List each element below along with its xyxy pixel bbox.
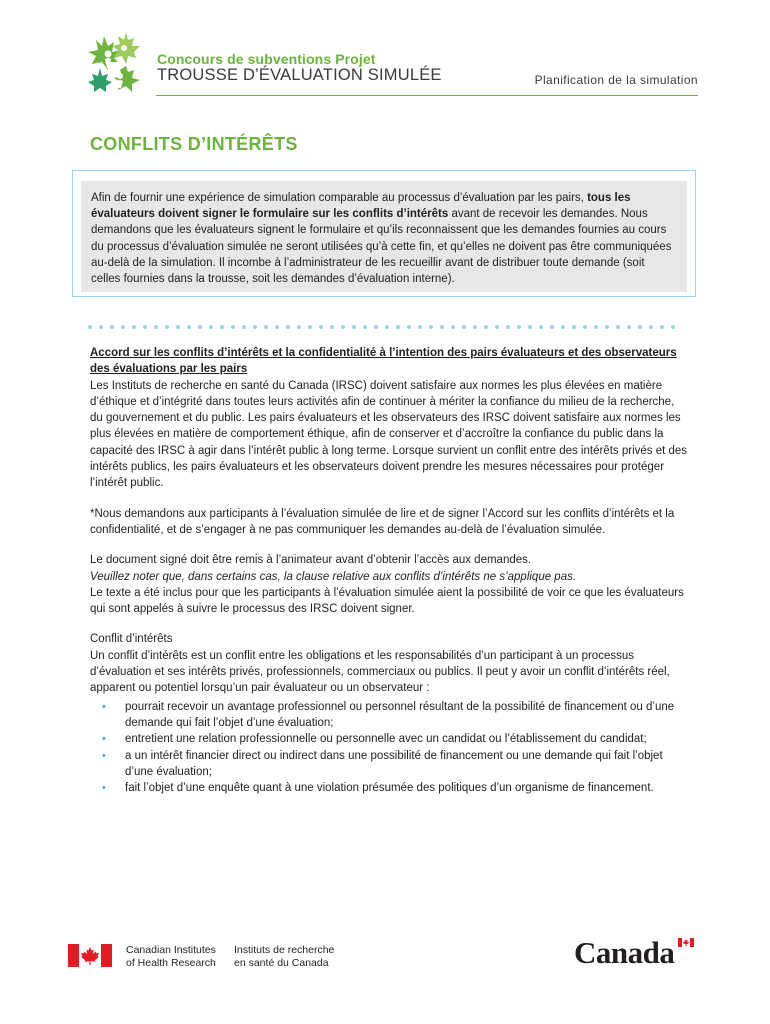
cihr-name-english-line1: Canadian Institutes xyxy=(126,944,216,956)
inclusion-note: Le texte a été inclus pour que les participants à l’évaluation simulée aient la possibilité de voir ce que les évaluateurs qui sont appelés à suivre le processus des IRSC doivent signer. xyxy=(90,586,684,616)
list-item xyxy=(90,748,690,781)
bullet-icon: • xyxy=(102,733,106,746)
signature-request: *Nous demandons aux participants à l’évaluation simulée de lire et de signer l’Accord sur les conflits d’intérêts et la confidentialité, et de s’engager à ne pas communiquer les demandes au-delà de l’évaluation simulée. xyxy=(90,507,675,536)
list-item-text: a un intérêt financier direct ou indirect dans une possibilité de financement ou une demande qui fait l’objet d’une évaluation; xyxy=(125,749,663,778)
header-divider xyxy=(156,95,698,96)
list-item-text: entretient une relation professionnelle ou personnelle avec un candidat ou l’établissement du candidat; xyxy=(125,733,647,746)
cihr-name-french-line1: Instituts de recherche xyxy=(234,944,335,956)
cihr-name-english-line2: of Health Research xyxy=(126,957,216,969)
simulation-kit-logo-icon xyxy=(78,30,150,94)
page-title: CONFLITS D’INTÉRÊTS xyxy=(90,134,298,154)
intro-callout-box xyxy=(72,170,696,297)
accord-body: Les Instituts de recherche en santé du Canada (IRSC) doivent satisfaire aux normes les plus élevées en matière d’éthique et d’intégrité dans toutes leurs activités afin de continuer à mériter la confiance du milieu de la recherche, du gouvernement et du public. Les pairs évaluateurs et les observateurs des IRSC doivent satisfaire aux normes les plus élevées en matière de comportement éthique, afin de conserver et d’accroître la confiance du public dans la capacité des IRSC à agir dans l’intérêt public à long terme. Lorsque survient un conflit entre des intérêts privés et des intérêts publics, les pairs évaluateurs et les observateurs doivent prendre les mesures nécessaires pour protéger l’intérêt public. xyxy=(90,379,688,490)
accord-heading: Accord sur les conflits d’intérêts et la confidentialité à l’intention des pairs évaluateurs et des observateurs des évaluations par les pairs xyxy=(90,347,677,376)
canada-flag-icon xyxy=(68,944,112,967)
section-label: Planification de la simulation xyxy=(534,73,698,87)
conflict-heading: Conflit d’intérêts xyxy=(90,633,173,646)
list-item xyxy=(90,780,690,796)
canada-wordmark xyxy=(574,935,674,971)
conflict-definition: Un conflit d’intérêts est un conflit entre les obligations et les responsabilités d’un participant à un processus d’évaluation et ses intérêts privés, professionnels, commerciaux ou publics. Il peut y avoir un conflit d’intérêts réel, apparent ou potentiel lorsqu’un pair évaluateur ou un observateur : xyxy=(90,649,670,695)
list-item xyxy=(90,699,690,732)
main-content xyxy=(90,345,690,796)
submission-note: Le document signé doit être remis à l’animateur avant d’obtenir l’accès aux demandes. xyxy=(90,554,532,567)
bullet-icon: • xyxy=(102,782,106,795)
intro-text-start: Afin de fournir une expérience de simulation comparable au processus d’évaluation par les pairs, xyxy=(91,192,588,204)
bullet-icon: • xyxy=(102,749,106,762)
bullet-icon: • xyxy=(102,700,106,713)
conflict-criteria-list xyxy=(90,699,690,797)
list-item-text: fait l’objet d’une enquête quant à une violation présumée des politiques d’un organisme de financement. xyxy=(125,782,654,795)
intro-text-emphasis: tous les évaluateurs doivent signer le formulaire sur les conflits d’intérêts xyxy=(91,192,631,221)
dotted-separator xyxy=(88,318,684,326)
cihr-name-english xyxy=(126,944,216,970)
exception-note: Veuillez noter que, dans certains cas, la clause relative aux conflits d’intérêts ne s’applique pas. xyxy=(90,570,577,583)
canada-wordmark-text: Canada xyxy=(574,935,675,970)
intro-text-end: avant de recevoir les demandes. Nous demandons que les évaluateurs signent le formulaire et qu’ils reconnaissent que les demandes fournies au cours du processus d’évaluation simulée ne seront utilisées qu’à cette fin, et qu’elles ne doivent pas être communiquées au-delà de la simulation. Il incombe à l’administrateur de les recueillir avant de distribuer toute demande (soit celles fournies dans la trousse, soit les demandes d’évaluation interne). xyxy=(91,208,672,286)
intro-callout-content xyxy=(81,181,687,292)
list-item xyxy=(90,731,690,747)
kit-title: TROUSSE D’ÉVALUATION SIMULÉE xyxy=(157,66,442,84)
cihr-name-french xyxy=(234,944,334,970)
cihr-name-french-line2: en santé du Canada xyxy=(234,957,329,969)
kit-subtitle: Concours de subventions Projet xyxy=(157,51,376,67)
list-item-text: pourrait recevoir un avantage professionnel ou personnel résultant de la possibilité de financement ou d’une demande qui fait l’objet d’une évaluation; xyxy=(125,700,675,729)
wordmark-flag-icon xyxy=(678,938,694,947)
